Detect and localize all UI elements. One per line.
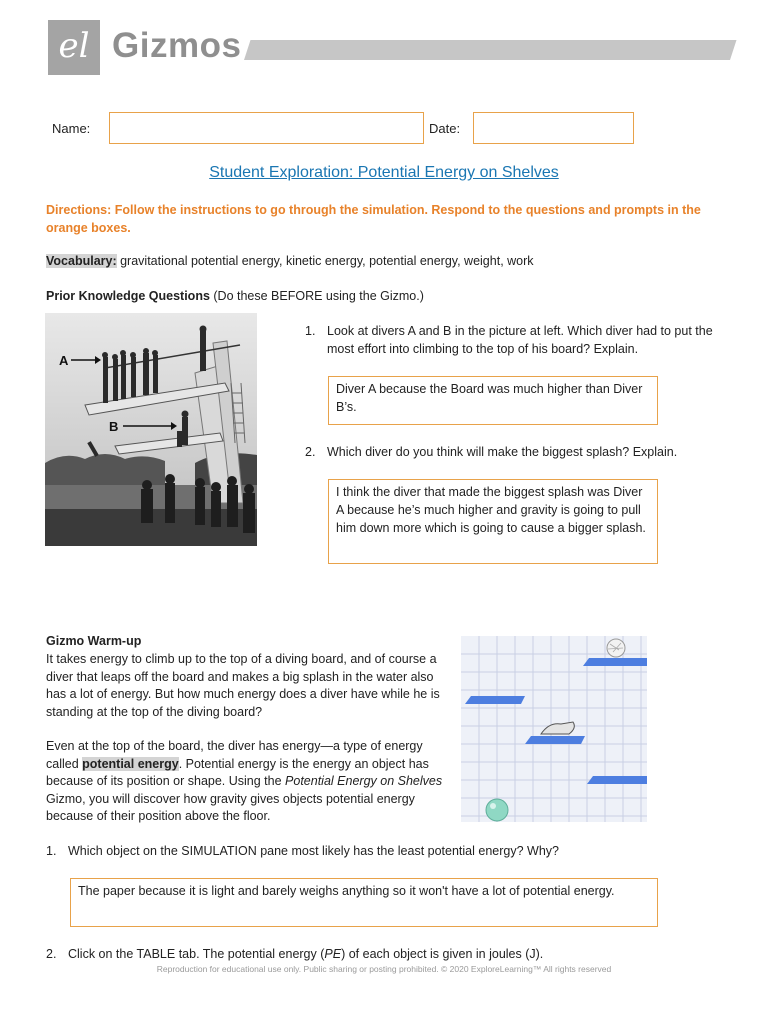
brand-name: Gizmos xyxy=(112,26,242,65)
warmup-q1-answer-box[interactable]: The paper because it is light and barely weighs anything so it won't have a lot of potential energy. xyxy=(70,878,658,927)
footer-copyright: Reproduction for educational use only. Public sharing or posting prohibited. © 2020 ExploreLearning™ All rights reserved xyxy=(156,964,612,974)
potential-energy-highlight: potential energy xyxy=(82,756,179,771)
warmup-q2-number: 2. xyxy=(46,947,57,961)
photo-label-b: B xyxy=(109,419,119,434)
date-field[interactable] xyxy=(473,112,634,144)
gizmos-logo-icon: el xyxy=(58,26,90,66)
prior-q2-text: Which diver do you think will make the biggest splash? Explain. xyxy=(327,445,678,459)
warmup-q2-text: Click on the TABLE tab. The potential energy (PE) of each object is given in joules (J). xyxy=(68,947,544,961)
prior-knowledge-heading xyxy=(46,289,424,303)
prior-q2-number: 2. xyxy=(305,445,316,459)
prior-q1-number: 1. xyxy=(305,324,316,338)
name-field[interactable] xyxy=(109,112,424,144)
prior-heading-text: Prior Knowledge Questions xyxy=(46,289,210,303)
warmup-q1-number: 1. xyxy=(46,844,57,858)
warmup-paragraph-1: It takes energy to climb up to the top of a diving board, and of course a diver that leaps off the board and makes a big splash in the water also has a lot of energy. But how much energy does a diver have while he is standing at the top of the diving board? xyxy=(46,652,440,719)
page-title: Student Exploration: Potential Energy on Shelves xyxy=(209,164,559,181)
photo-label-a: A xyxy=(59,353,69,368)
prior-heading-note: (Do these BEFORE using the Gizmo.) xyxy=(209,289,424,303)
vocabulary-label: Vocabulary: xyxy=(46,254,117,268)
prior-q1-answer-box[interactable]: Diver A because the Board was much higher than Diver B’s. xyxy=(328,376,658,425)
prior-q1-text: Look at divers A and B in the picture at left. Which diver had to put the most effort into climbing to the top of his board? Explain. xyxy=(327,324,713,356)
date-label: Date: xyxy=(429,121,461,136)
diving-board-photo xyxy=(45,313,257,546)
header-decor-bar xyxy=(244,40,736,60)
directions-text: Directions: Follow the instructions to go through the simulation. Respond to the questions and prompts in the orange boxes. xyxy=(46,203,701,235)
vocabulary-line xyxy=(46,254,534,268)
warmup-q1-text: Which object on the SIMULATION pane most likely has the least potential energy? Why? xyxy=(68,844,559,858)
vocabulary-terms: gravitational potential energy, kinetic energy, potential energy, weight, work xyxy=(116,254,534,268)
warmup-heading: Gizmo Warm-up xyxy=(46,634,142,648)
prior-q2-answer-box[interactable]: I think the diver that made the biggest splash was Diver A because he’s much higher and gravity is going to pull him down more which is going to cause a bigger splash. xyxy=(328,479,658,564)
simulation-shelves-image xyxy=(461,636,647,822)
warmup-paragraph-2: Even at the top of the board, the diver has energy—a type of energy called potential energy. Potential energy is the energy an object has because of its position or shape. Using the Potential Energy on Shelves Gizmo, you will discover how gravity gives objects potential energy because of their position above the floor. xyxy=(46,739,443,823)
name-label: Name: xyxy=(52,121,91,136)
